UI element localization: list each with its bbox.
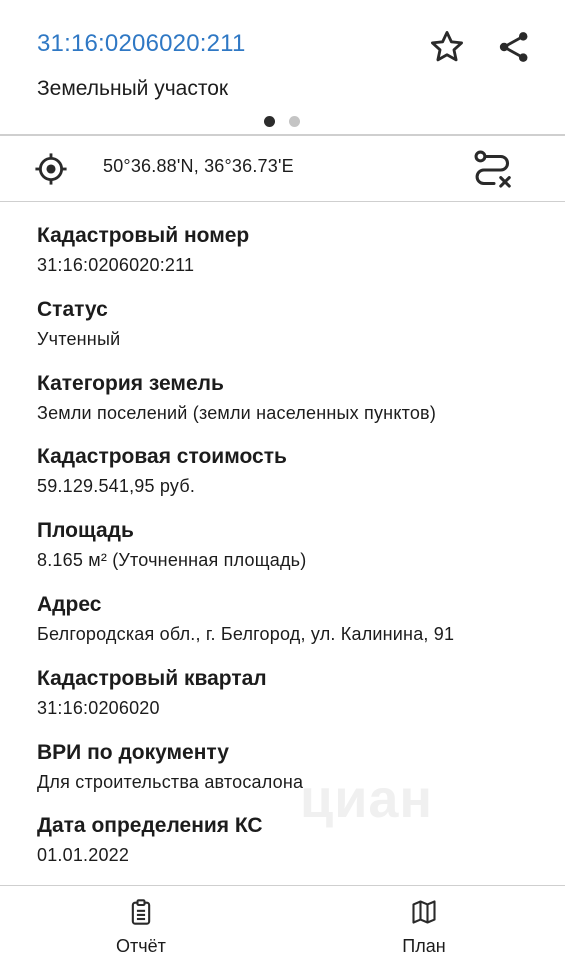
property-value: 31:16:0206020 — [37, 697, 160, 718]
map-icon — [410, 898, 438, 926]
share-icon — [497, 29, 531, 65]
pager-dot-active[interactable] — [264, 116, 275, 127]
coordinates-text[interactable]: 50°36.88'N, 36°36.73'E — [103, 155, 294, 176]
nav-plan-label: План — [402, 936, 446, 956]
property-land-category — [37, 372, 565, 446]
property-value: Белгородская обл., г. Белгород, ул. Калинина, 91 — [37, 623, 455, 644]
property-label: Категория земель — [37, 371, 224, 395]
property-area — [37, 519, 565, 593]
property-value: 59.129.541,95 руб. — [37, 476, 196, 497]
property-label: ВРИ по документу — [37, 740, 229, 764]
pager-dots — [264, 116, 300, 127]
property-status — [37, 298, 565, 372]
property-label: Кадастровый квартал — [37, 666, 267, 690]
header — [0, 0, 565, 134]
nav-plan-tab[interactable] — [344, 886, 504, 960]
property-value: Учтенный — [37, 328, 121, 349]
object-type-subtitle: Земельный участок — [37, 77, 229, 100]
property-address — [37, 593, 565, 667]
property-value: 8.165 м² (Уточненная площадь) — [37, 550, 307, 571]
property-label: Кадастровый номер — [37, 224, 250, 247]
cian-watermark: циан — [300, 769, 434, 829]
property-label: Кадастровая стоимость — [37, 445, 287, 469]
property-cadastral-quarter — [37, 667, 565, 741]
cadastral-number-title: 31:16:0206020:211 — [37, 30, 246, 57]
property-label: Дата определения КС — [37, 814, 263, 838]
nav-report-label: Отчёт — [116, 936, 166, 956]
bottom-navigation — [0, 885, 565, 960]
clipboard-icon — [127, 898, 155, 926]
pager-dot[interactable] — [289, 116, 300, 127]
location-row — [0, 136, 565, 201]
property-value: Земли поселений (земли населенных пунктов) — [37, 402, 437, 423]
property-label: Адрес — [37, 592, 102, 616]
properties-list — [0, 202, 565, 888]
share-button[interactable] — [494, 26, 534, 68]
property-value: 31:16:0206020:211 — [37, 255, 195, 275]
route-button[interactable] — [470, 148, 518, 192]
locate-button[interactable] — [32, 150, 70, 188]
property-label: Площадь — [37, 519, 134, 543]
property-value: 01.01.2022 — [37, 845, 130, 866]
nav-report-tab[interactable] — [61, 886, 221, 960]
property-value: Для строительства автосалона — [37, 771, 304, 792]
star-outline-icon — [428, 28, 466, 66]
favorite-button[interactable] — [426, 26, 468, 68]
property-label: Статус — [37, 297, 108, 321]
route-off-icon — [472, 149, 516, 191]
property-cadastral-number — [37, 224, 565, 298]
crosshair-icon — [34, 152, 68, 186]
property-cadastral-value — [37, 445, 565, 519]
